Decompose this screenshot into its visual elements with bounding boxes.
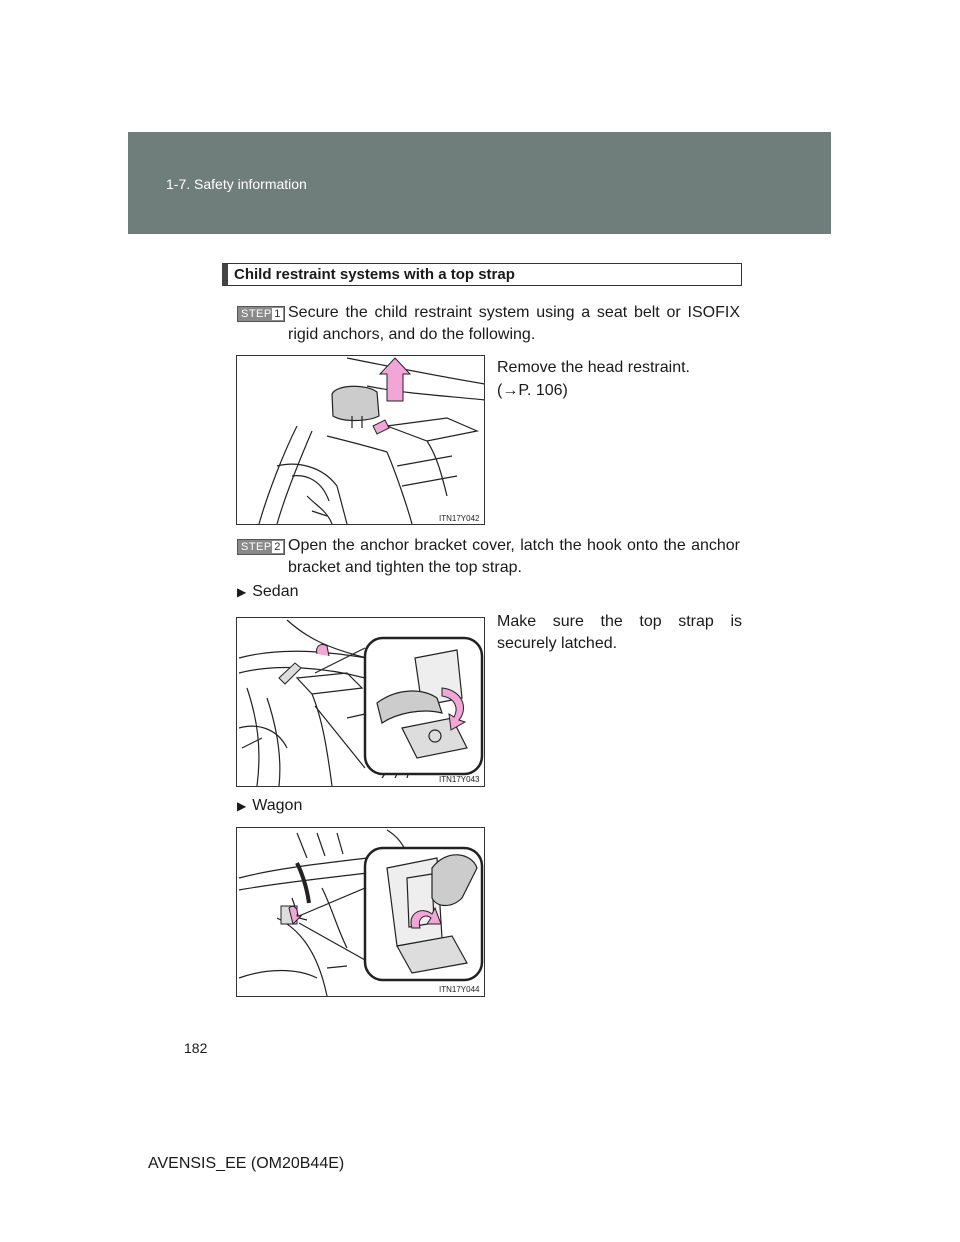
step-1-badge	[237, 306, 285, 322]
step-1-text: Secure the child restraint system using a seat belt or ISOFIX rigid anchors, and do the following.	[288, 304, 740, 343]
section-title: Child restraint systems with a top strap	[234, 266, 515, 283]
figure-3-code: ITN17Y044	[439, 985, 480, 994]
step-1-note-line-1: Remove the head restraint.	[497, 359, 690, 376]
variant-wagon	[237, 795, 302, 817]
triangle-bullet-icon: ▶	[237, 799, 247, 813]
step-1-note-line-2: (→P. 106)	[497, 382, 568, 399]
variant-wagon-label: Wagon	[252, 797, 303, 814]
figure-1-code: ITN17Y042	[439, 514, 480, 523]
variant-sedan-label: Sedan	[252, 583, 299, 600]
wagon-anchor-illustration	[237, 828, 485, 997]
latch-arrow-icon	[317, 644, 329, 656]
step-2-badge	[237, 539, 285, 555]
section-breadcrumb: 1-7. Safety information	[166, 176, 307, 192]
up-arrow-icon	[380, 358, 410, 401]
triangle-bullet-icon: ▶	[237, 585, 247, 599]
sedan-note: Make sure the top strap is securely latched.	[497, 613, 742, 652]
head-restraint-illustration	[237, 356, 485, 525]
figure-wagon-anchor	[236, 827, 485, 997]
head-restraint-shape	[332, 386, 379, 420]
step-2-label: STEP	[241, 541, 272, 553]
step-2-number: 2	[272, 541, 283, 553]
step-1-label: STEP	[241, 308, 272, 320]
figure-2-code: ITN17Y043	[439, 775, 480, 784]
document-id: AVENSIS_EE (OM20B44E)	[148, 1155, 345, 1172]
step-2-text: Open the anchor bracket cover, latch the hook onto the anchor bracket and tighten the top strap.	[288, 537, 740, 576]
page-number: 182	[184, 1040, 208, 1056]
variant-sedan	[237, 581, 299, 603]
sedan-anchor-illustration	[237, 618, 485, 787]
header-band	[128, 132, 831, 234]
figure-head-restraint-removal	[236, 355, 485, 525]
section-heading-bar	[222, 263, 742, 286]
release-button-icon	[373, 420, 389, 434]
figure-sedan-anchor	[236, 617, 485, 787]
step-1-number: 1	[272, 308, 283, 320]
